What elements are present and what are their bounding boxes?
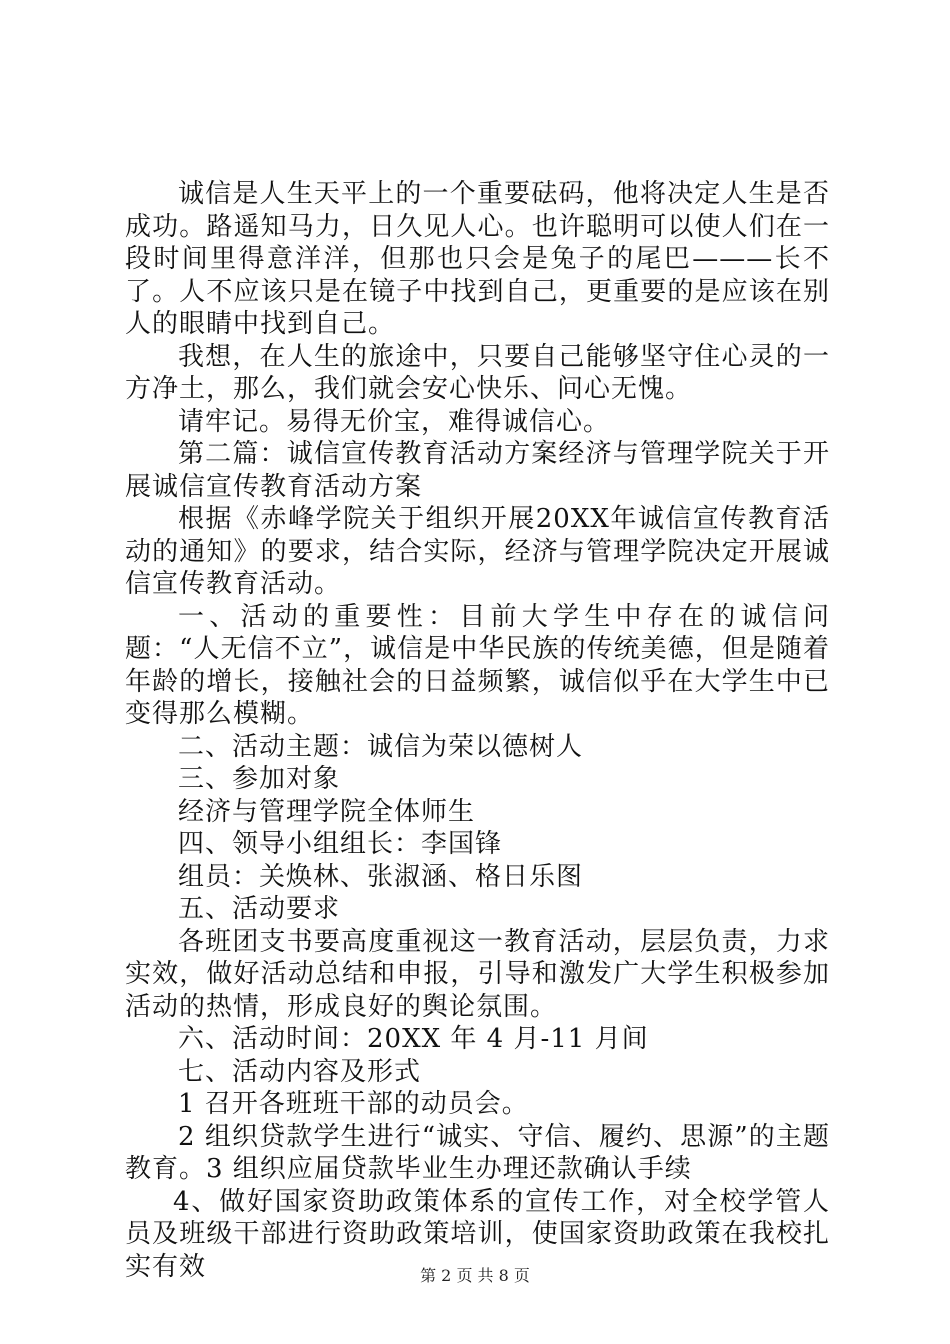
document-body xyxy=(125,178,830,1283)
paragraph-importance: 一、活动的重要性：目前大学生中存在的诚信问题：“人无信不立”，诚信是中华民族的传统美德，但是随着年龄的增长，接触社会的日益频繁，诚信似乎在大学生中已变得那么模糊。 xyxy=(125,601,830,729)
paragraph-leader: 四、领导小组组长：李国锋 xyxy=(178,829,503,859)
page-number-label: 第 2 页 共 8 页 xyxy=(420,1266,530,1285)
paragraph-second-title: 第二篇：诚信宣传教育活动方案经济与管理学院关于开展诚信宣传教育活动方案 xyxy=(125,439,830,502)
paragraph-item-4: 4、做好国家资助政策体系的宣传工作，对全校学管人员及班级干部进行资助政策培训，使国家资助政策在我校扎实有效 xyxy=(125,1186,830,1282)
paragraph-theme: 二、活动主题：诚信为荣以德树人 xyxy=(178,731,584,762)
paragraph-time: 六、活动时间：20XX 年 4 月-11 月间 xyxy=(178,1024,649,1054)
paragraph-content-heading: 七、活动内容及形式 xyxy=(178,1056,422,1087)
paragraph-item-2-3: 2 组织贷款学生进行“诚实、守信、履约、思源”的主题教育。3 组织应届贷款毕业生办理还款确认手续 xyxy=(125,1121,830,1184)
paragraph-requirements-heading: 五、活动要求 xyxy=(178,894,341,924)
paragraph-basis: 根据《赤峰学院关于组织开展20XX年诚信宣传教育活动的通知》的要求，结合实际，经济与管理学院决定开展诚信宣传教育活动。 xyxy=(125,504,830,599)
paragraph-remember: 请牢记。易得无价宝，难得诚信心。 xyxy=(178,406,611,437)
paragraph-life-journey: 我想，在人生的旅途中，只要自己能够坚守住心灵的一方净土，那么，我们就会安心快乐、问心无愧。 xyxy=(125,341,830,404)
paragraph-requirements: 各班团支书要高度重视这一教育活动，层层负责，力求实效，做好活动总结和申报，引导和激发广大学生积极参加活动的热情，形成良好的舆论氛围。 xyxy=(125,926,830,1022)
paragraph-members: 组员：关焕林、张淑涵、格日乐图 xyxy=(178,861,584,892)
paragraph-item-1: 1 召开各班班干部的动员会。 xyxy=(178,1089,529,1119)
paragraph-integrity-weight: 诚信是人生天平上的一个重要砝码，他将决定人生是否成功。路遥知马力，日久见人心。也许聪明可以使人们在一段时间里得意洋洋，但那也只会是兔子的尾巴———长不了。人不应该只是在镜子中找到自己，更重要的是应该在别人的眼睛中找到自己。 xyxy=(125,179,830,339)
paragraph-participants-heading: 三、参加对象 xyxy=(178,764,341,794)
page-footer xyxy=(0,1266,950,1286)
paragraph-participants: 经济与管理学院全体师生 xyxy=(178,796,476,827)
